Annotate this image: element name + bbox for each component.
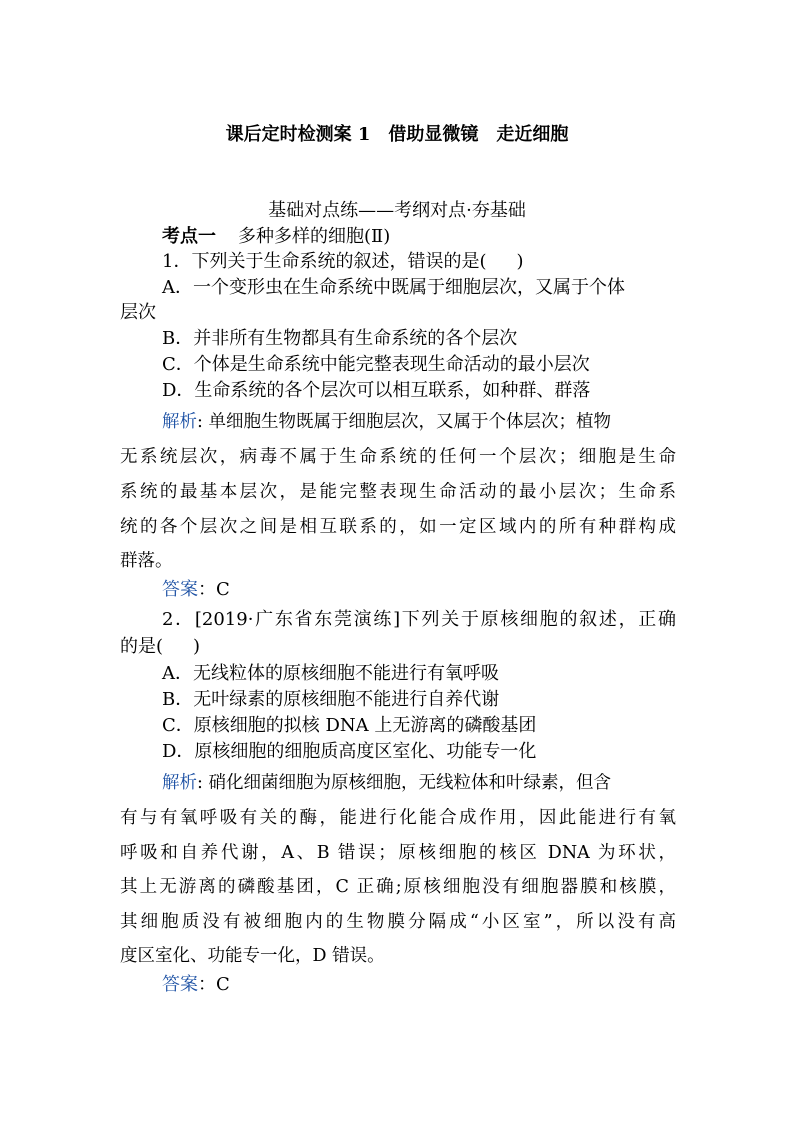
topic-name: 多种多样的细胞(Ⅱ) — [238, 226, 391, 247]
q1-option-b: B．并非所有生物都具有生命系统的各个层次 — [162, 328, 518, 349]
q1-stem: 1．下列关于生命系统的叙述，错误的是( ) — [162, 251, 524, 272]
q1-analysis-line-4: 统的各个层次之间是相互联系的，如一定区域内的所有种群构成 — [120, 517, 676, 537]
q2-stem-line-1: 2．[2019·广东省东莞演练]下列关于原核细胞的叙述，正确 — [162, 609, 676, 630]
q2-option-b: B．无叶绿素的原核细胞不能进行自养代谢 — [162, 689, 500, 710]
section-title: 基础对点练——考纲对点·夯基础 — [268, 200, 526, 221]
title-part-3: 走近细胞 — [496, 124, 569, 145]
q2-analysis-line-5: 其细胞质没有被细胞内的生物膜分隔成“小区室”，所以没有高 — [120, 912, 676, 932]
page-title — [0, 122, 794, 148]
q2-analysis-label: 解析 — [162, 773, 197, 793]
title-part-2: 借助显微镜 — [388, 124, 479, 145]
q2-stem-line-2: 的是( ) — [120, 636, 201, 657]
q2-analysis-line-4: 其上无游离的磷酸基团，C 正确;原核细胞没有细胞器膜和核膜， — [120, 877, 676, 897]
q1-analysis-line-1: 解析: 单细胞生物既属于细胞层次，又属于个体层次；植物 — [162, 412, 611, 432]
q2-option-d: D．原核细胞的细胞质高度区室化、功能专一化 — [162, 741, 537, 762]
title-part-1: 课后定时检测案 1 — [225, 124, 371, 145]
q2-option-a: A．无线粒体的原核细胞不能进行有氧呼吸 — [162, 663, 499, 684]
q1-option-d: D．生命系统的各个层次可以相互联系，如种群、群落 — [162, 380, 591, 401]
q1-analysis-line-5: 群落。 — [120, 551, 173, 571]
q2-answer-label: 答案 — [162, 974, 198, 995]
q1-option-a: A．一个变形虫在生命系统中既属于细胞层次，又属于个体 — [162, 277, 625, 298]
q1-analysis-line-3: 系统的最基本层次，是能完整表现生命活动的最小层次；生命系 — [120, 482, 676, 502]
q2-option-c: C．原核细胞的拟核 DNA 上无游离的磷酸基团 — [162, 715, 537, 736]
q2-analysis-line-3: 呼吸和自养代谢，A、B 错误；原核细胞的核区 DNA 为环状， — [120, 843, 676, 863]
topic-label: 考点一 — [162, 226, 216, 247]
q1-analysis-label: 解析 — [162, 412, 197, 432]
q2-analysis-line-6: 度区室化、功能专一化，D 错误。 — [120, 946, 385, 966]
q2-analysis-line-2: 有与有氧呼吸有关的酶，能进行化能合成作用，因此能进行有氧 — [120, 808, 676, 828]
q1-answer: 答案：C — [162, 579, 230, 600]
q1-option-c: C．个体是生命系统中能完整表现生命活动的最小层次 — [162, 354, 590, 375]
topic-heading — [162, 224, 390, 250]
q2-analysis-line-1: 解析: 硝化细菌细胞为原核细胞，无线粒体和叶绿素，但含 — [162, 773, 611, 793]
q1-answer-label: 答案 — [162, 579, 198, 600]
q1-analysis-line-2: 无系统层次，病毒不属于生命系统的任何一个层次；细胞是生命 — [120, 447, 676, 467]
q2-answer: 答案：C — [162, 974, 230, 995]
q1-option-a-cont: 层次 — [120, 302, 156, 323]
